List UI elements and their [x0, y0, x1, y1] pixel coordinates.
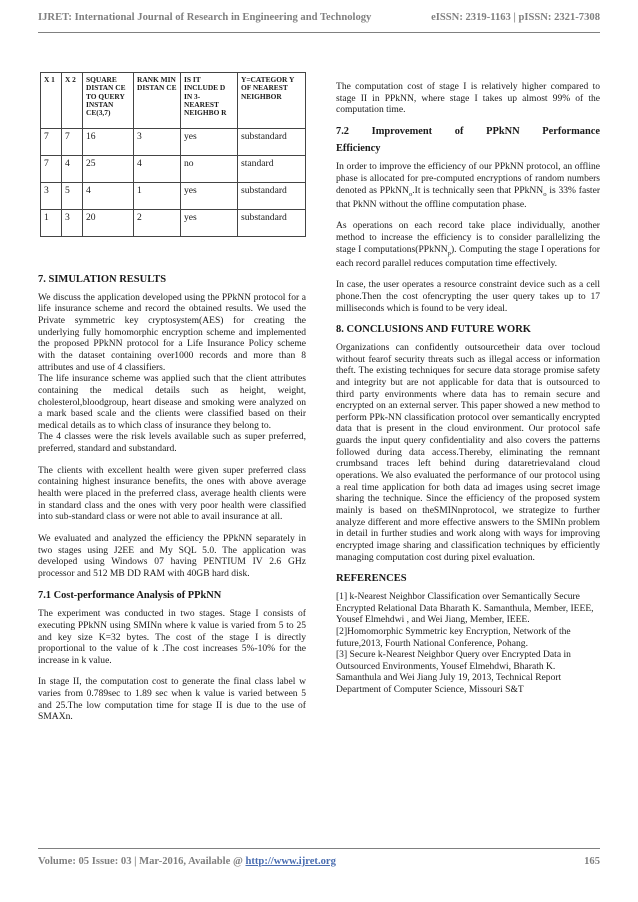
reference-item: [1] k-Nearest Neighbor Classification over Semantically Secure Encrypted Relational Data Bharath K. Samanthula, Member, IEEE, Yousef Elmehdwi , and Wei Jiang, Member, IEEE. [336, 590, 594, 626]
paragraph: The life insurance scheme was applied such that the client attributes containing the medical details such as height, weight, cholesterol,bloodgroup, heart disease and smoking were analyzed on a mark based scale and the clients were classified based on their medical details as to which class of insurance they belong to. [38, 373, 306, 431]
section-8-title: 8. CONCLUSIONS AND FUTURE WORK [336, 324, 531, 336]
table-header-cell: IS IT INCLUDE D IN 3-NEAREST NEIGHBO R [181, 73, 238, 129]
paragraph: We evaluated and analyzed the efficiency the PPkNN separately in two stages using J2EE and My SQL 5.0. The application was developed using Windows 07 having PENTIUM IV 2.6 GHz processor and 512 MB DD RAM with 40GB hard disk. [38, 532, 306, 579]
table-cell: 25 [83, 156, 134, 183]
paragraph: In case, the user operates a resource constraint device such as a cell phone.Then the cost ofencrypting the user query takes up to 17 milliseconds which is found to be very ideal. [336, 279, 600, 314]
table-cell: 1 [134, 183, 181, 210]
paragraph: Organizations can confidently outsourcetheir data over tocloud without fearof security threats such as illegal access or information theft. The existing techniques for secure data storage promise safety and integrity but are not applicable for data that is outsourced to third party environments where data has to remain secure and encrypted on an external server. This paper showed a new method to perform PPk-NN classification protocol over semantically encrypted data that is present in the cloud environment. Our protocol safe guards the input query confidentiality and also covers the patterns followed during data access.Thereby, eliminating the remnant crumbsand traces left behind during dataretrievaland cloud operations. We also evaluated the performance of our protocol using a real time application for both data ad images using secret image sharing the technique. Since the efficiency of the proposed system mainly is based on theSMINnprotocol, we strategize to further analyze different and more effective answers to the SMINn problem in detail in further studies and work along with ways for improving encrypted image sharing and classification techniques by efficiently managing computation cost during pixel evaluation. [336, 341, 600, 563]
footer-volume: Volume: 05 Issue: 03 | Mar-2016, Available @ http://www.ijret.org [38, 856, 336, 867]
table-cell: standard [238, 156, 306, 183]
paragraph: The experiment was conducted in two stages. Stage I consists of executing PPkNN using SMINn where k value is varied from 5 to 25 and key size K=32 bytes. The cost of the stage I is directly proportional to the value of k .The cost increases 5%-10% for the increase in k value. [38, 608, 306, 666]
table-cell: 7 [62, 129, 83, 156]
section-7-title: 7. SIMULATION RESULTS [38, 274, 167, 285]
table-header-cell: Y=CATEGOR Y OF NEAREST NEIGHBOR [238, 73, 306, 129]
table-cell: 1 [41, 210, 62, 237]
paragraph: The computation cost of stage I is relatively higher compared to stage II in PPkNN, where stage I takes up almost 99% of the computation time. [336, 81, 600, 116]
paragraph: As operations on each record take place individually, another method to increase the efficiency is to consider parallelizing the stage I computations(PPkNN$_p$). Computing the stage I operations for each record parallel reduces computation time effectively. [336, 220, 600, 269]
section-72-title: 7.2 Improvement of PPkNN Performance [336, 125, 600, 137]
paragraph: We discuss the application developed using the PPkNN protocol for a life insurance scheme and record the obtained results. We used the Private symmetric key cryptosystem(AES) for creating the underlying fully homomorphic encryption scheme and implemented the proposed PPkNN protocol for a Life Insurance Policy scheme with the dataset containing over1000 records and more than 8 attributes and use of 4 classifiers. [38, 291, 306, 373]
issn-info: eISSN: 2319-1163 | pISSN: 2321-7308 [431, 12, 600, 23]
footer-rule [38, 848, 600, 849]
paragraph: In stage II, the computation cost to generate the final class label w varies from 0.789sec to 1.89 sec when k value is varied between 5 and 25.The low computation time for stage II is due to the use of SMAXn. [38, 676, 306, 723]
table-cell: 4 [62, 156, 83, 183]
table-row [41, 183, 306, 210]
table-cell: yes [181, 129, 238, 156]
section-71-title: 7.1 Cost-performance Analysis of PPkNN [38, 589, 222, 601]
table-cell: 3 [62, 210, 83, 237]
references-title: REFERENCES [336, 573, 407, 585]
header-rule [38, 32, 600, 33]
neighbor-table [40, 72, 306, 237]
table-cell: 20 [83, 210, 134, 237]
table-header-cell: X 2 [62, 73, 83, 129]
page-number: 165 [584, 856, 600, 867]
paragraph: The clients with excellent health were given super preferred class containing highest insurance benefits, the ones with above average health were placed in the preferred class, average health clients were in standard class and the ones with very poor health were classified into sub-standard class or were not able to avail insurance at all. [38, 464, 306, 523]
table-cell: substandard [238, 183, 306, 210]
table-row [41, 210, 306, 237]
paragraph: The 4 classes were the risk levels available such as super preferred, preferred, standard and substandard. [38, 431, 306, 455]
table-cell: yes [181, 183, 238, 210]
table-cell: 3 [41, 183, 62, 210]
table-cell: yes [181, 210, 238, 237]
left-column [38, 274, 306, 733]
table-header-cell: RANK MIN DISTAN CE [134, 73, 181, 129]
paragraph: In order to improve the efficiency of our PPkNN protocol, an offline phase is allocated for pre-computed encryptions of random numbers denoted as PPkNN$_o$.It is technically seen that PPkNN$_o$ is 33% faster that PkNN without the offline computation phase. [336, 161, 600, 210]
table-cell: 2 [134, 210, 181, 237]
reference-item: [2]Homomorphic Symmetric key Encryption, Network of the future,2013, Fourth National Conference, Pohang. [336, 625, 571, 649]
table-row [41, 129, 306, 156]
table-cell: 3 [134, 129, 181, 156]
reference-list [336, 591, 600, 696]
table-cell: 4 [134, 156, 181, 183]
table-row [41, 156, 306, 183]
table-cell: no [181, 156, 238, 183]
table-cell: 16 [83, 129, 134, 156]
table-cell: 7 [41, 156, 62, 183]
table-cell: 5 [62, 183, 83, 210]
table-cell: 4 [83, 183, 134, 210]
table-header-cell: SQUARE DISTAN CE TO QUERY INSTAN CE(3,7) [83, 73, 134, 129]
right-column [336, 81, 600, 696]
page-header [38, 12, 600, 34]
journal-title: IJRET: International Journal of Research in Engineering and Technology [38, 12, 372, 23]
section-72-title-cont: Efficiency [336, 142, 381, 154]
table-header-cell: X 1 [41, 73, 62, 129]
table-cell: substandard [238, 210, 306, 237]
reference-item: [3] Secure k-Nearest Neighbor Query over Encrypted Data in Outsourced Environments, Yousef Elmehdwi, Bharath K. Samanthula and Wei Jiang July 19, 2013, Technical Report Department of Computer Science, Missouri S&T [336, 649, 571, 696]
table-header-row [41, 73, 306, 129]
table-cell: substandard [238, 129, 306, 156]
table-cell: 7 [41, 129, 62, 156]
journal-link[interactable]: http://www.ijret.org [245, 856, 336, 867]
